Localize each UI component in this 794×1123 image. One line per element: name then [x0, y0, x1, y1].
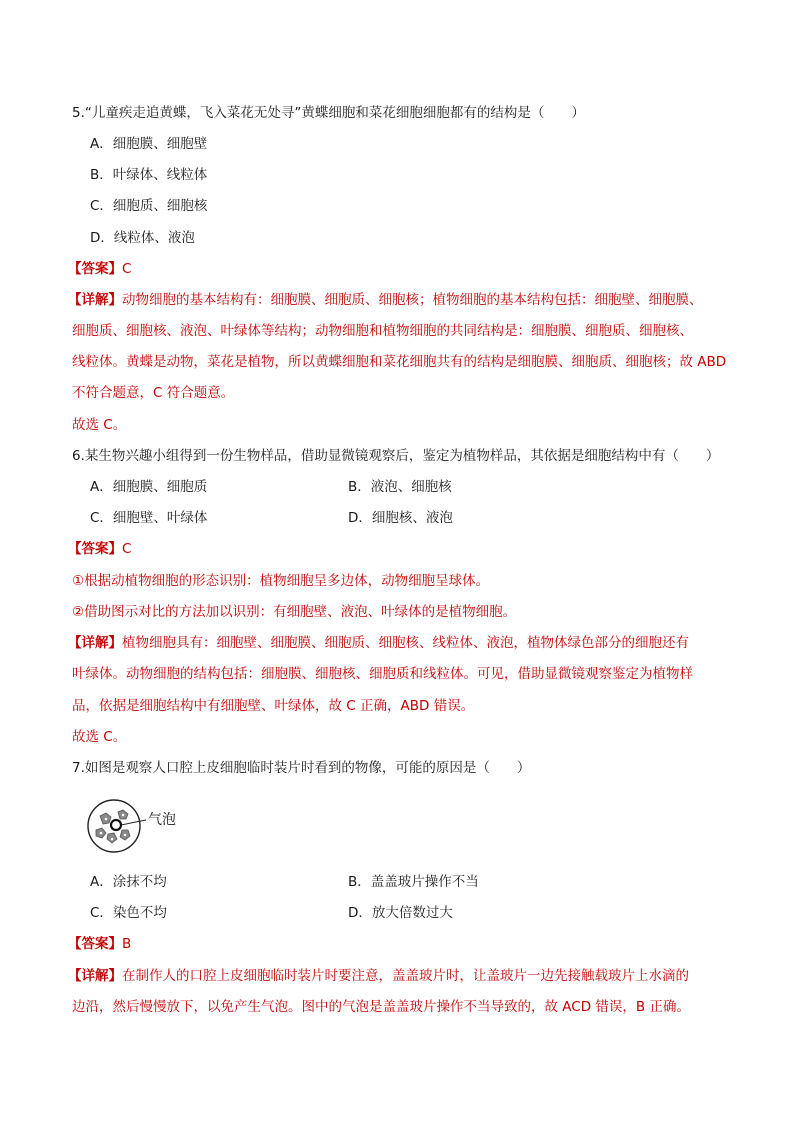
q7-detail-line-2: 边沿，然后慢慢放下，以免产生气泡。图中的气泡是盖盖玻片操作不当导致的，故 ACD 错误，B 正确。 — [72, 999, 690, 1015]
detail-tag: 【详解】 — [68, 292, 122, 308]
answer-tag: 【答案】 — [68, 261, 122, 277]
label-pointer-line — [121, 820, 146, 825]
q5-answer — [68, 260, 131, 278]
q6-detail-line-2: 叶绿体。动物细胞的结构包括：细胞膜、细胞核、细胞质和线粒体。可见，借助显微镜观察鉴定为植物样 — [72, 666, 693, 682]
q6-option-c: C．细胞壁、叶绿体 — [90, 510, 208, 526]
q5-option-b: B．叶绿体、线粒体 — [90, 167, 208, 183]
q5-detail-line-4: 不符合题意，C 符合题意。 — [72, 385, 235, 401]
q6-detail-line-3: 品，依据是细胞结构中有细胞壁、叶绿体，故 C 正确，ABD 错误。 — [72, 698, 475, 714]
q6-stem: 6.某生物兴趣小组得到一份生物样品，借助显微镜观察后，鉴定为植物样品，其依据是细胞结构中有（ ） — [72, 448, 720, 464]
answer-value: C — [122, 541, 132, 557]
detail-text: 动物细胞的基本结构有：细胞膜、细胞质、细胞核；植物细胞的基本结构包括：细胞壁、细胞膜、 — [122, 292, 703, 308]
detail-text: 在制作人的口腔上皮细胞临时装片时要注意，盖盖玻片时，让盖玻片一边先接触载玻片上水滴的 — [122, 968, 689, 984]
detail-tag: 【详解】 — [68, 968, 122, 984]
q5-option-d: D．线粒体、液泡 — [90, 230, 195, 246]
q6-conclusion: 故选 C。 — [72, 729, 127, 745]
q6-option-a: A．细胞膜、细胞质 — [90, 479, 208, 495]
detail-tag: 【详解】 — [68, 635, 122, 651]
q5-stem: 5.“儿童疾走追黄蝶，飞入菜花无处寻”黄蝶细胞和菜花细胞细胞都有的结构是（ ） — [72, 105, 585, 121]
answer-tag: 【答案】 — [68, 541, 122, 557]
q7-answer — [68, 935, 131, 953]
detail-text: 植物细胞具有：细胞壁、细胞膜、细胞质、细胞核、线粒体、液泡，植物体绿色部分的细胞还有 — [122, 635, 689, 651]
q6-note-1: ①根据动植物细胞的形态识别：植物细胞呈多边体，动物细胞呈球体。 — [72, 573, 490, 589]
q6-option-b: B．液泡、细胞核 — [348, 479, 452, 495]
q7-stem: 7.如图是观察人口腔上皮细胞临时装片时看到的物像，可能的原因是（ ） — [72, 760, 531, 776]
q6-detail-line-1 — [68, 634, 689, 652]
q7-option-c: C．染色不均 — [90, 905, 167, 921]
answer-value: C — [122, 261, 132, 277]
q7-option-a: A．涂抹不均 — [90, 874, 167, 890]
q5-option-a: A．细胞膜、细胞壁 — [90, 136, 208, 152]
answer-value: B — [122, 936, 132, 952]
q5-option-c: C．细胞质、细胞核 — [90, 198, 208, 214]
q6-note-2: ②借助图示对比的方法加以识别：有细胞壁、液泡、叶绿体的是植物细胞。 — [72, 604, 517, 620]
q7-detail-line-1 — [68, 967, 689, 985]
q7-option-b: B．盖盖玻片操作不当 — [348, 874, 479, 890]
answer-tag: 【答案】 — [68, 936, 122, 952]
microscope-view-figure — [80, 790, 220, 862]
q6-option-d: D．细胞核、液泡 — [348, 510, 453, 526]
q7-option-d: D．放大倍数过大 — [348, 905, 453, 921]
q5-detail-line-1 — [68, 291, 703, 309]
q5-detail-line-2: 细胞质、细胞核、液泡、叶绿体等结构；动物细胞和植物细胞的共同结构是：细胞膜、细胞质、细胞核、 — [72, 323, 693, 339]
air-bubble — [111, 820, 121, 830]
bubble-label: 气泡 — [148, 812, 176, 828]
q5-conclusion: 故选 C。 — [72, 417, 127, 433]
q5-detail-line-3: 线粒体。黄蝶是动物，菜花是植物，所以黄蝶细胞和菜花细胞共有的结构是细胞膜、细胞质、细胞核；故 ABD — [72, 354, 727, 370]
q6-answer — [68, 540, 131, 558]
